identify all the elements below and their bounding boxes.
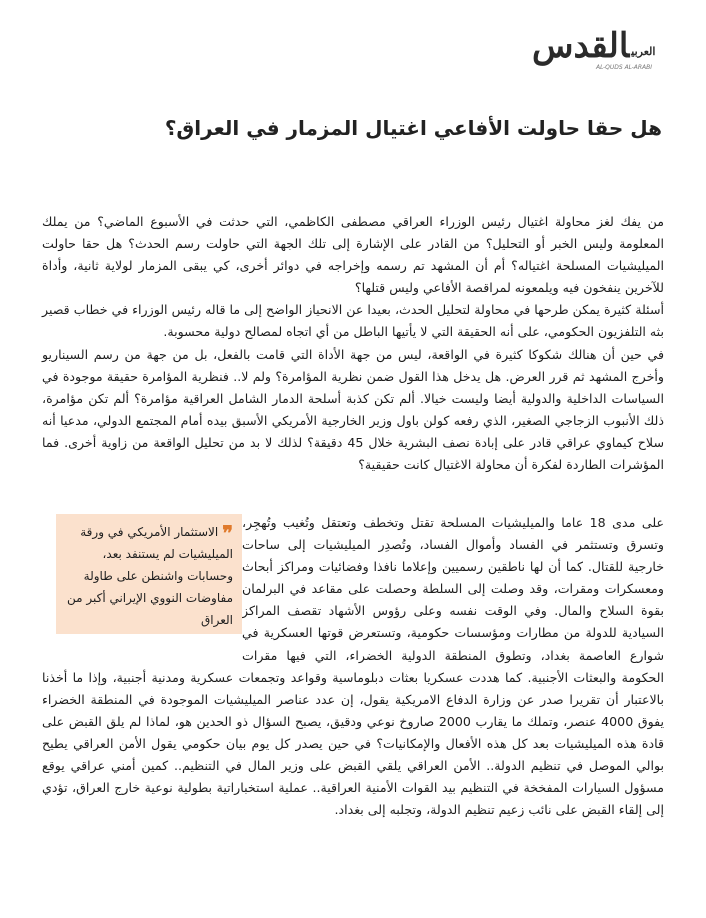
logo-text: القدس: [532, 26, 630, 66]
paragraph-1: من يفك لغز محاولة اغتيال رئيس الوزراء العراقي مصطفى الكاظمي، التي حدثت في الأسبوع الماضي؟ من يملك المعلومة وليس الخبر أو التحليل؟ من القادر على الإشارة إلى تلك الجهة التي حاولت رسم الحدث؟ هل حقا حاولت الميليشيات المسلحة اغتياله؟ أم أن المشهد تم رسمه وإخراجه في دوائر أخرى، كي يبقى المزمار لولاية ثانية، وأداة للآخرين ينفخون فيه ويلمعونه لمراقصة الأفاعي وليس قتلها؟: [42, 214, 664, 296]
article-headline: هل حقا حاولت الأفاعي اغتيال المزمار في العراق؟: [164, 116, 662, 140]
logo-suffix: العربي: [631, 45, 656, 58]
masthead-logo: [532, 26, 656, 78]
paragraph-2: أسئلة كثيرة يمكن طرحها في محاولة لتحليل الحدث، بعيدا عن الانحياز الواضح إلى ما قاله رئيس الوزراء في خطاب قصير بثه التلفزيون الحكومي، على أنه الحقيقة التي لا يأتيها الباطل من أي اتجاه لمصالح دولية محسوبة.: [42, 302, 664, 340]
logo-wordmark: [532, 26, 656, 66]
pull-quote-text: الاستثمار الأمريكي في ورقة الميليشيات لم يستنفد بعد، وحسابات واشنطن على طاولة مفاوضات النووي الإيراني أكبر من العراق: [66, 525, 233, 627]
logo-tagline: AL-QUDS AL-ARABI: [595, 64, 652, 71]
article-body-top: [42, 211, 664, 476]
pull-quote: [56, 514, 242, 634]
paragraph-3: في حين أن هنالك شكوكا كثيرة في الواقعة، ليس من جهة الأداة التي قامت بالفعل، بل من جهة من رسم السيناريو وأخرج المشهد ثم قرر العرض. هل يدخل هذا القول ضمن نظرية المؤامرة؟ ولم لا.. فنظرية المؤامرة حقيقة موجودة في السياسات الداخلية والدولية أيضا وليست خيالا. ألم تكن كذبة أسلحة الدمار الشامل العراقية مؤامرة؟ ألم تكن مؤامرة، ذلك الأنبوب الزجاجي الصغير، الذي رفعه كولن باول وزير الخارجية الأمريكي الأسبق بيده أمام المجتمع الدولي، مدعيا أنه سلاح كيماوي عراقي قادر على إبادة نصف البشرية خلال 45 دقيقة؟ لذلك لا بد من تحليل الواقعة من زاوية أخرى. فما المؤشرات الطاردة لفكرة أن محاولة الاغتيال كانت حقيقية؟: [42, 346, 664, 473]
paragraph-4: على مدى 18 عاما والميليشيات المسلحة تقتل وتخطف وتعتقل وتُغيب وتُهجِر، وتسرق وتستثمر في الفساد وأموال الفساد، وتُصدِر الميليشيات إلى ساحات خارجية للقتال. كما أن لها ناطقين رسميين وإعلاما نافذا وفضائيات ومراكز أبحاث ومعسكرات ومقرات، وقد وصلت إلى السلطة وحصلت على مقاعد في البرلمان بقوة السلاح والمال. وفي الوقت نفسه وعلى رؤوس الأشهاد تقصف المراكز السيادية للدولة من مطارات ومؤسسات حكومية، وتستعرض قوتها العسكرية في شوارع العاصمة بغداد، وتطوق المنطقة الدولية الخضراء، التي فيها مقرات الحكومة والبعثات الأجنبية. كما هددت عسكريا بعثات دبلوماسية وقواعد وتجمعات عسكرية ومدنية أجنبية، وإذا ما أخذنا بالاعتبار أن تقريرا صدر عن وزارة الدفاع الامريكية يقول، إن عدد عناصر الميليشيات الموجودة في المنطقة الخضراء يفوق 4000 عنصر، وتملك ما يقارب 2000 صاروخ نوعي ودقيق، يصبح السؤال ذو الحدين هو، لماذا لم يلق القبض على قادة هذه الميليشيات بعد كل هذه الأفعال والإمكانيات؟ في حين يصدر كل يوم بيان حكومي يقول الأمن العراقي يطيح بوالي الموصل في تنظيم الدولة.. الأمن العراقي يلقي القبض على وزير المال في التنظيم.. كمين أمني عراقي يوقع مسؤول السيارات المفخخة في التنظيم بيد القوات الأمنية العراقية.. عملية استخباراتية بطولية نوعية خارج العراق، تؤدي إلى إلقاء القبض على نائب زعيم تنظيم الدولة، وتجلبه إلى بغداد.: [42, 515, 664, 818]
quote-mark-icon: ❞: [222, 520, 233, 545]
